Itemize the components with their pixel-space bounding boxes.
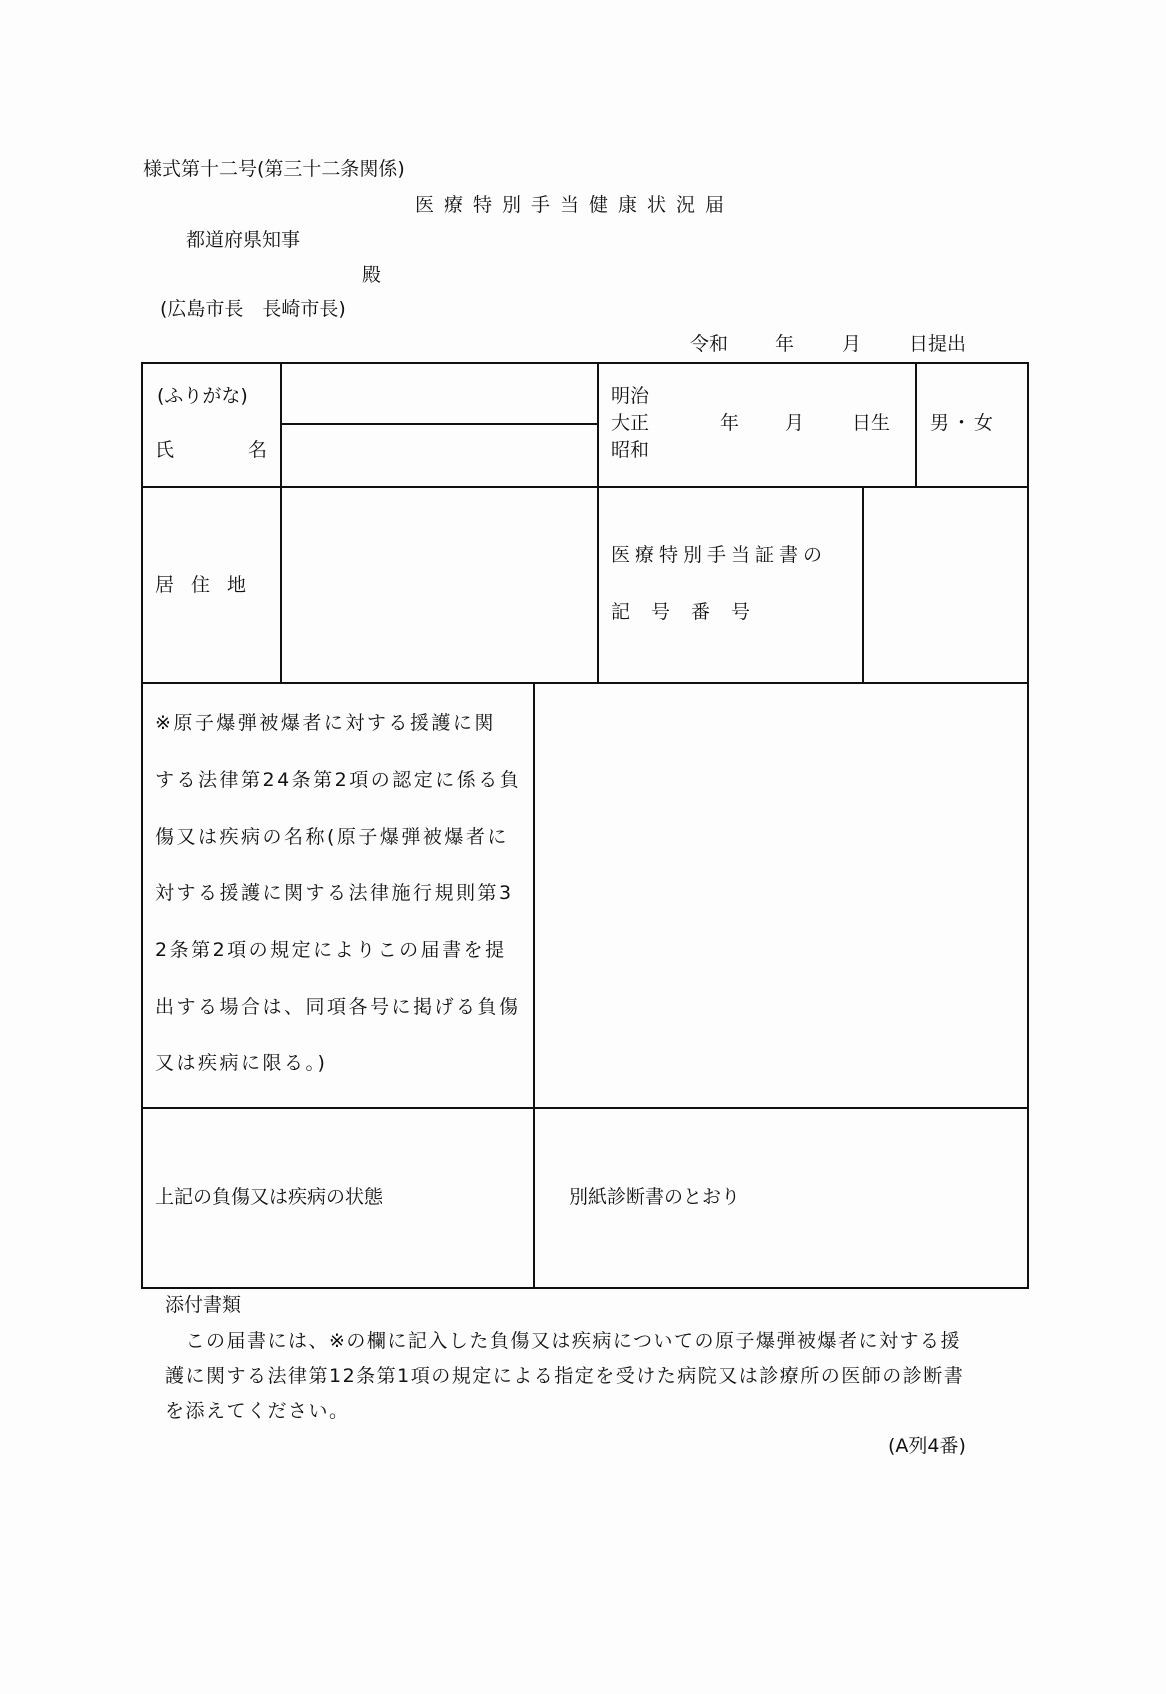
addressee-governor: 都道府県知事 xyxy=(186,229,301,251)
condition-value: 別紙診断書のとおり xyxy=(569,1186,741,1208)
table-border-bottom xyxy=(141,1287,1029,1289)
date-era: 令和 xyxy=(690,333,729,355)
birth-month-label: 月 xyxy=(785,412,805,434)
certificate-label-1: 医療特別手当証書の xyxy=(611,544,828,566)
birth-year-label: 年 xyxy=(720,412,740,434)
gender-select[interactable]: 男・女 xyxy=(930,412,997,434)
attachments-text-line: を添えてください。 xyxy=(165,1400,350,1422)
table-border-right xyxy=(1027,362,1029,1289)
birth-day-label: 日生 xyxy=(852,412,891,434)
furigana-input[interactable] xyxy=(282,364,597,423)
era-showa[interactable]: 昭和 xyxy=(611,439,650,461)
injury-label-line: 傷又は疾病の名称(原子爆弾被爆者に xyxy=(155,826,509,848)
paper-size: (A列4番) xyxy=(888,1435,966,1457)
condition-label: 上記の負傷又は疾病の状態 xyxy=(155,1186,384,1208)
date-day-label: 日提出 xyxy=(909,333,967,355)
date-year-label: 年 xyxy=(775,333,795,355)
row-divider-3 xyxy=(141,1107,1029,1109)
addressee-mayors: (広島市長 長崎市長) xyxy=(160,298,346,320)
injury-label-line: ※原子爆弾被爆者に対する援護に関 xyxy=(155,712,496,734)
name-label-2: 名 xyxy=(248,439,268,461)
attachments-text-line: この届書には、※の欄に記入した負傷又は疾病についての原子爆弾被爆者に対する援 xyxy=(165,1330,962,1352)
table-border-left xyxy=(141,362,143,1289)
col-divider-name xyxy=(597,362,599,684)
era-meiji[interactable]: 明治 xyxy=(611,385,650,407)
residence-label: 居住地 xyxy=(155,574,264,596)
residence-input[interactable] xyxy=(282,488,597,682)
injury-label-line: する法律第24条第2項の認定に係る負 xyxy=(155,769,522,791)
injury-label-line: 出する場合は、同項各号に掲げる負傷 xyxy=(155,996,521,1018)
attachments-text-line: 護に関する法律第12条第1項の規定による指定を受けた病院又は診療所の医師の診断書 xyxy=(165,1365,965,1387)
col-divider-gender xyxy=(915,362,917,488)
injury-label-line: 対する援護に関する法律施行規則第3 xyxy=(155,882,514,904)
honorific: 殿 xyxy=(362,264,382,286)
name-input[interactable] xyxy=(282,425,597,486)
page-title: 医療特別手当健康状況届 xyxy=(415,194,735,216)
era-taisho[interactable]: 大正 xyxy=(611,412,650,434)
furigana-label: (ふりがな) xyxy=(157,385,248,407)
injury-label-line: 又は疾病に限る。) xyxy=(155,1052,328,1074)
injury-label-line: 2条第2項の規定によりこの届書を提 xyxy=(155,939,507,961)
certificate-number-input[interactable] xyxy=(864,488,1027,682)
attachments-heading: 添付書類 xyxy=(165,1294,242,1316)
injury-name-input[interactable] xyxy=(535,684,1027,1107)
form-number: 様式第十二号(第三十二条関係) xyxy=(143,158,405,180)
date-month-label: 月 xyxy=(842,333,862,355)
certificate-label-2: 記号番号 xyxy=(611,601,772,623)
name-label-1: 氏 xyxy=(155,439,175,461)
